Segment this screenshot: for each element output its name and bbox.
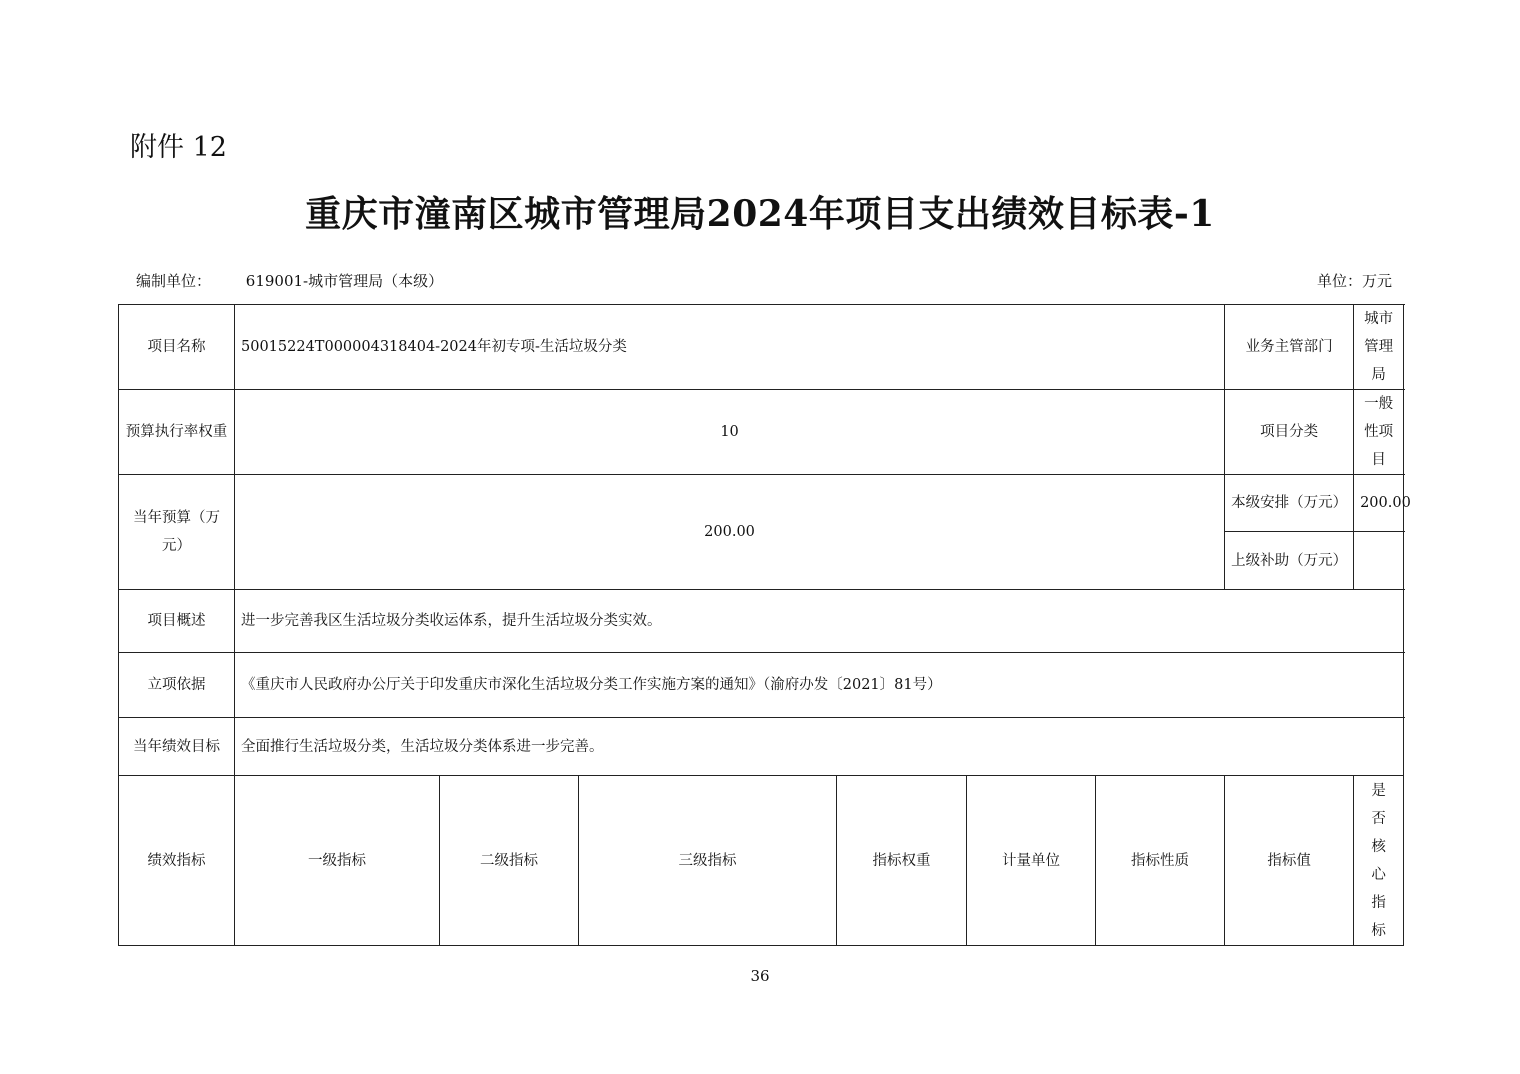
attachment-number: 12 — [192, 132, 227, 163]
indicator-header-weight: 指标权重 — [837, 776, 967, 946]
budget-value: 200.00 — [235, 475, 1225, 590]
category-value: 一般性项目 — [1354, 390, 1404, 475]
row-goal — [119, 718, 1404, 776]
performance-target-table — [118, 304, 1411, 946]
exec-rate-value: 10 — [235, 390, 1225, 475]
indicator-header-level2: 二级指标 — [440, 776, 579, 946]
overview-value: 进一步完善我区生活垃圾分类收运体系，提升生活垃圾分类实效。 — [235, 590, 1404, 653]
currency-unit: 单位：万元 — [1316, 272, 1392, 290]
compiling-unit-label: 编制单位： — [136, 272, 212, 290]
row-indicator-header — [119, 776, 1404, 946]
page-title: 重庆市潼南区城市管理局2024年项目支出绩效目标表-1 — [305, 193, 1215, 235]
exec-rate-label: 预算执行率权重 — [119, 390, 235, 475]
budget-label: 当年预算（万元） — [119, 475, 235, 590]
attachment-text: 附件 — [130, 132, 184, 163]
overview-label: 项目概述 — [119, 590, 235, 653]
goal-value: 全面推行生活垃圾分类，生活垃圾分类体系进一步完善。 — [235, 718, 1404, 776]
core-char: 心 — [1371, 866, 1386, 883]
dept-label: 业务主管部门 — [1225, 305, 1354, 390]
dept-value: 城市管理局 — [1354, 305, 1404, 390]
row-budget — [119, 475, 1404, 532]
core-char: 否 — [1371, 810, 1386, 827]
indicator-header-nature: 指标性质 — [1096, 776, 1225, 946]
project-name-value: 50015224T000004318404-2024年初专项-生活垃圾分类 — [235, 305, 1225, 390]
row-overview — [119, 590, 1404, 653]
core-char: 核 — [1371, 838, 1386, 855]
local-value: 200.00 — [1354, 475, 1404, 532]
goal-label: 当年绩效目标 — [119, 718, 235, 776]
row-project-name — [119, 305, 1404, 390]
superior-value — [1354, 532, 1404, 590]
indicator-header-col0: 绩效指标 — [119, 776, 235, 946]
row-exec-rate — [119, 390, 1404, 475]
local-label: 本级安排（万元） — [1225, 475, 1354, 532]
basis-label: 立项依据 — [119, 653, 235, 718]
indicator-header-value: 指标值 — [1225, 776, 1354, 946]
core-char: 指 — [1371, 894, 1386, 911]
compiling-unit — [136, 270, 443, 292]
project-name-label: 项目名称 — [119, 305, 235, 390]
indicator-header-level1: 一级指标 — [235, 776, 440, 946]
basis-value: 《重庆市人民政府办公厅关于印发重庆市深化生活垃圾分类工作实施方案的通知》（渝府办发〔2021〕81号） — [235, 653, 1404, 718]
indicator-header-unit: 计量单位 — [967, 776, 1096, 946]
indicator-header-level3: 三级指标 — [579, 776, 837, 946]
indicator-header-core — [1354, 776, 1404, 946]
compiling-unit-value: 619001-城市管理局（本级） — [245, 272, 444, 290]
category-label: 项目分类 — [1225, 390, 1354, 475]
page-number: 36 — [750, 967, 770, 985]
attachment-label — [130, 128, 227, 168]
superior-label: 上级补助（万元） — [1225, 532, 1354, 590]
core-char: 是 — [1371, 782, 1386, 799]
core-char: 标 — [1371, 922, 1386, 939]
row-basis — [119, 653, 1404, 718]
